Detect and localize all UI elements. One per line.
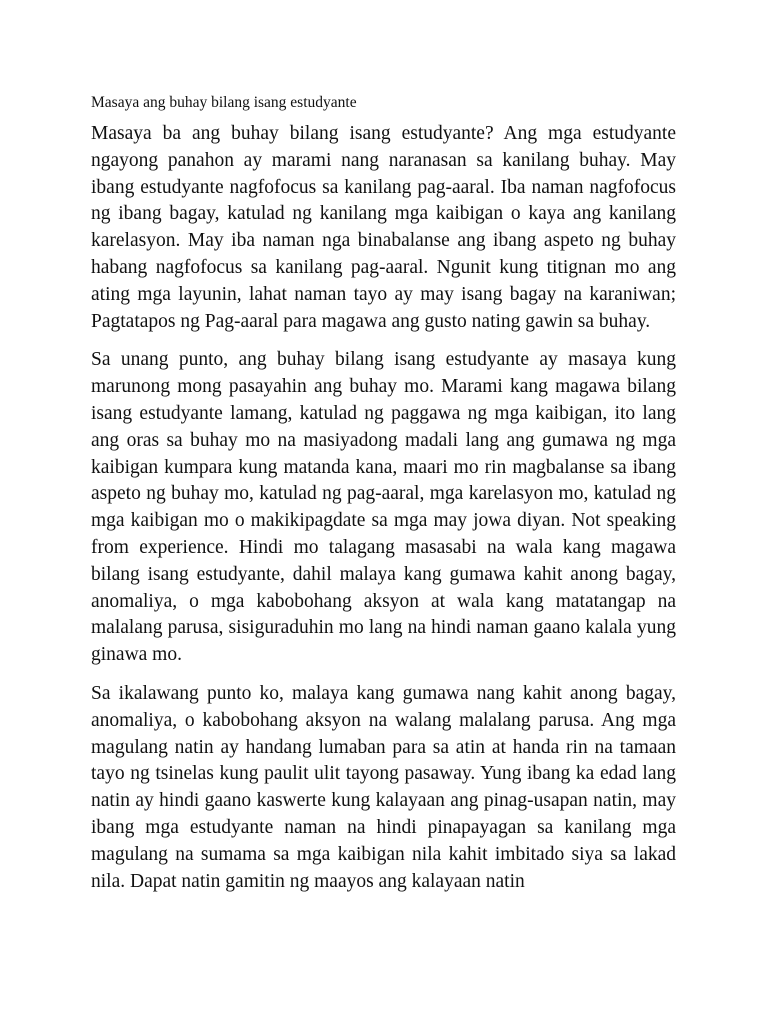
document-title: Masaya ang buhay bilang isang estudyante xyxy=(91,94,357,111)
paragraph-1: Masaya ba ang buhay bilang isang estudyante? Ang mga estudyante ngayong panahon ay marami nang naranasan sa kanilang buhay. May ibang estudyante nagfofocus sa kanilang pag-aaral. Iba naman nagfofocus ng ibang bagay, katulad ng kanilang mga kaibigan o kaya ang kanilang karelasyon. May iba naman nga binabalanse ang ibang aspeto ng buhay habang nagfofocus sa kanilang pag-aaral. Ngunit kung titignan mo ang ating mga layunin, lahat naman tayo ay may isang bagay na karaniwan; Pagtatapos ng Pag-aaral para magawa ang gusto nating gawin sa buhay. xyxy=(91,123,676,332)
paragraph-3: Sa ikalawang punto ko, malaya kang gumawa nang kahit anong bagay, anomaliya, o kabobohang aksyon na walang malalang parusa. Ang mga magulang natin ay handang lumaban para sa atin at handa rin na tamaan tayo ng tsinelas kung paulit ulit tayong pasaway. Yung ibang ka edad lang natin ay hindi gaano kaswerte kung kalayaan ang pinag-usapan natin, may ibang mga estudyante naman na hindi pinapayagan sa kanilang mga magulang na sumama sa mga kaibigan nila kahit imbitado siya sa lakad nila. Dapat natin gamitin ng maayos ang kalayaan natin xyxy=(91,682,676,892)
document-body xyxy=(91,93,676,907)
paragraph-2: Sa unang punto, ang buhay bilang isang estudyante ay masaya kung marunong mong pasayahin ang buhay mo. Marami kang magawa bilang isang estudyante lamang, katulad ng paggawa ng mga kaibigan, ito lang ang oras sa buhay mo na masiyadong madali lang ang gumawa ng mga kaibigan kumpara kung matanda kana, maari mo rin magbalanse sa ibang aspeto ng buhay mo, katulad ng pag-aaral, mga karelasyon mo, katulad ng mga kaibigan mo o makikipagdate sa mga may jowa diyan. Not speaking from experience. Hindi mo talagang masasabi na wala kang magawa bilang isang estudyante, dahil malaya kang gumawa kahit anong bagay, anomaliya, o mga kabobohang aksyon at wala kang matatangap na malalang parusa, sisiguraduhin mo lang na hindi naman gaano kalala yung ginawa mo. xyxy=(91,349,676,666)
